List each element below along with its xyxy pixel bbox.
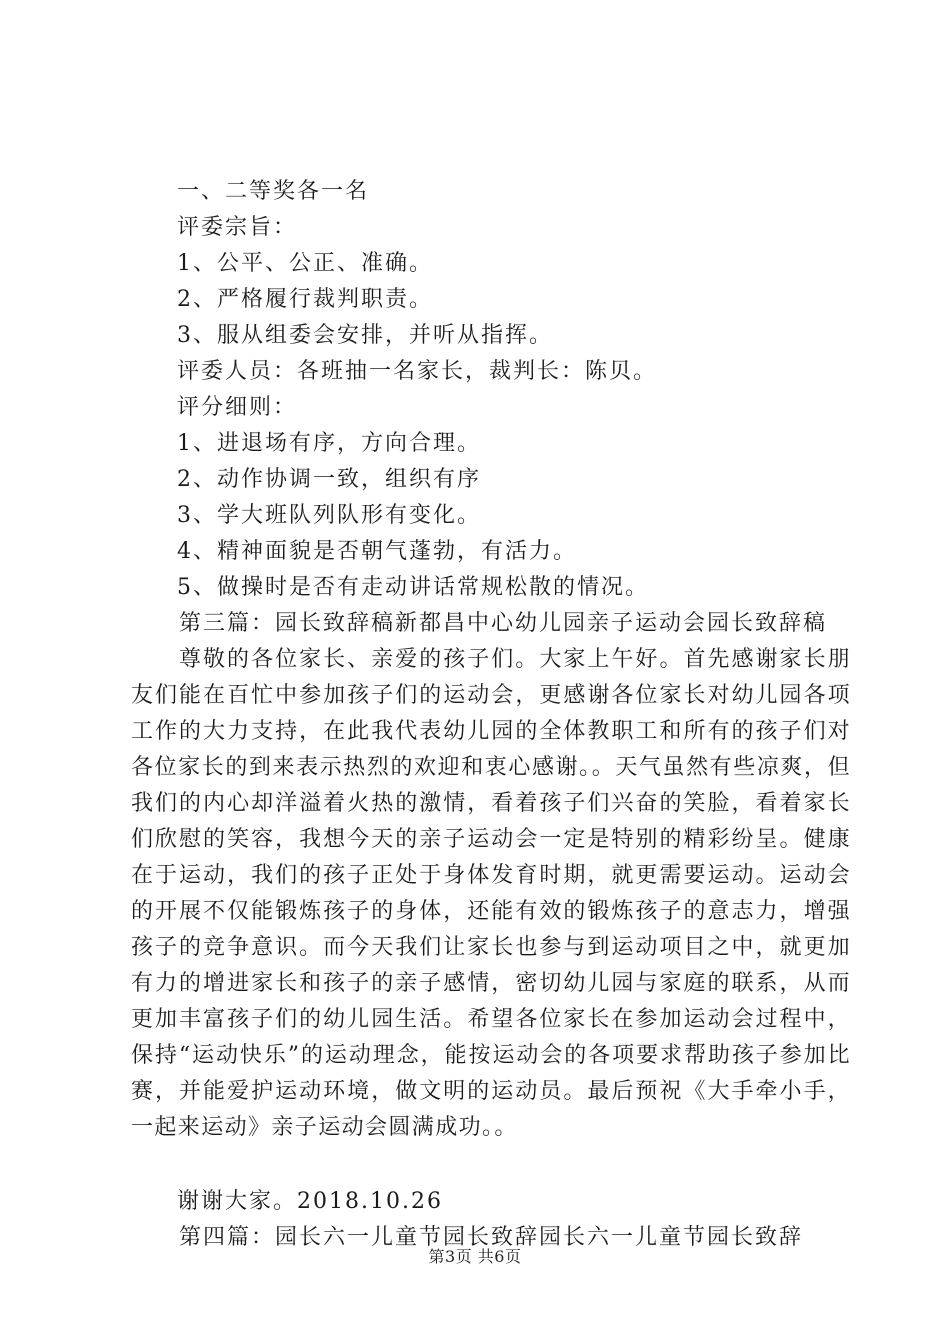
scoring-rule-item: 5、做操时是否有走动讲话常规松散的情况。 [177, 575, 649, 600]
scoring-rules-heading: 评分细则： [177, 395, 298, 420]
scoring-rule-item: 2、动作协调一致，组织有序 [177, 467, 481, 492]
section3-heading: 第三篇：园长致辞稿新都昌中心幼儿园亲子运动会园长致辞稿 [179, 611, 828, 636]
judging-purpose-item: 3、服从组委会安排，并听从指挥。 [177, 323, 553, 348]
judging-purpose-item: 2、严格履行裁判职责。 [177, 287, 433, 312]
document-content [131, 174, 851, 1256]
award-line: 一、二等奖各一名 [177, 179, 370, 204]
judging-purpose-heading: 评委宗旨： [177, 215, 298, 240]
judges-line: 评委人员：各班抽一名家长，裁判长：陈贝。 [177, 359, 658, 384]
scoring-rule-item: 1、进退场有序，方向合理。 [177, 431, 481, 456]
paragraph-gap [131, 1146, 851, 1184]
scoring-rule-item: 3、学大班队列队形有变化。 [177, 503, 481, 528]
page-footer: 第3页 共6页 [428, 1247, 522, 1266]
section4-heading: 第四篇：园长六一儿童节园长致辞园长六一儿童节园长致辞 [179, 1225, 804, 1250]
judging-purpose-item: 1、公平、公正、准确。 [177, 251, 433, 276]
thanks-date-line: 谢谢大家。2018.10.26 [177, 1189, 443, 1214]
scoring-rule-item: 4、精神面貌是否朝气蓬勃，有活力。 [177, 539, 577, 564]
section3-speech-body: 尊敬的各位家长、亲爱的孩子们。大家上午好。首先感谢家长朋友们能在百忙中参加孩子们的运动会，更感谢各位家长对幼儿园各项工作的大力支持，在此我代表幼儿园的全体教职工和所有的孩子们对各位家长的到来表示热烈的欢迎和衷心感谢。。天气虽然有些凉爽，但我们的内心却洋溢着火热的激情，看着孩子们兴奋的笑脸，看着家长们欣慰的笑容，我想今天的亲子运动会一定是特别的精彩纷呈。健康在于运动，我们的孩子正处于身体发育时期，就更需要运动。运动会的开展不仅能锻炼孩子的身体，还能有效的锻炼孩子的意志力，增强孩子的竞争意识。而今天我们让家长也参与到运动项目之中，就更加有力的增进家长和孩子的亲子感情，密切幼儿园与家庭的联系，从而更加丰富孩子们的幼儿园生活。希望各位家长在参加运动会过程中，保持“运动快乐”的运动理念，能按运动会的各项要求帮助孩子参加比赛，并能爱护运动环境，做文明的运动员。最后预祝《大手牵小手，一起来运动》亲子运动会圆满成功。。 [131, 647, 851, 1140]
